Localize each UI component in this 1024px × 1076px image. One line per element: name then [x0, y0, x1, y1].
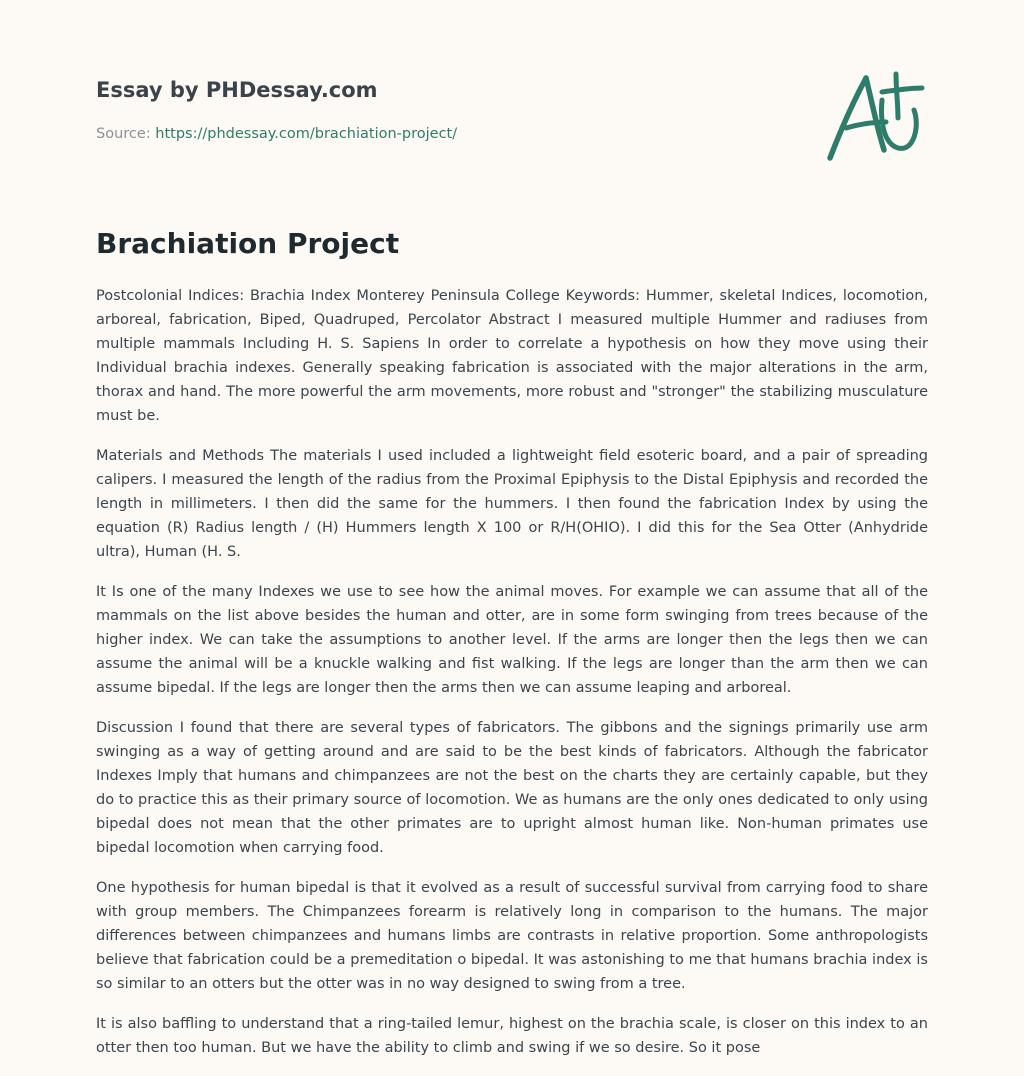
- essay-title: Brachiation Project: [96, 227, 400, 260]
- essay-paragraph: Materials and Methods The materials I used included a lightweight field esoteric board, and a pair of spreading calipers. I measured the length of the radius from the Proximal Epiphysis to the Distal Epiphysis and recorded the length in millimeters. I then did the same for the hummers. I then found the fabrication Index by using the equation (R) Radius length / (H) Hummers length X 100 or R/H(OHIO). I did this for the Sea Otter (Anhydride ultra), Human (H. S.: [96, 448, 928, 560]
- essay-paragraph: One hypothesis for human bipedal is that it evolved as a result of successful survival from carrying food to share with group members. The Chimpanzees forearm is relatively long in comparison to the humans. The major differences between chimpanzees and humans limbs are contrasts in relative proportion. Some anthropologists believe that fabrication could be a premeditation o bipedal. It was astonishing to me that humans brachia index is so similar to an otters but the otter was in no way designed to swing from a tree.: [96, 880, 928, 992]
- essay-paragraph: Postcolonial Indices: Brachia Index Monterey Peninsula College Keywords: Hummer, skeletal Indices, locomotion, arboreal, fabrication, Biped, Quadruped, Percolator Abstract I measured multiple Hummer and radiuses from multiple mammals Including H. S. Sapiens In order to correlate a hypothesis on how they move using their Individual brachia indexes. Generally speaking fabrication is associated with the major alterations in the arm, thorax and hand. The more powerful the arm movements, more robust and "stronger" the stabilizing musculature must be.: [96, 288, 928, 424]
- source-label: Source:: [96, 126, 156, 142]
- essay-paragraph: Discussion I found that there are several types of fabricators. The gibbons and the signings primarily use arm swinging as a way of getting around and are said to be the best kinds of fabricators. Although the fabricator Indexes Imply that humans and chimpanzees are not the best on the charts they are certainly capable, but they do to practice this as their primary source of locomotion. We as humans are the only ones dedicated to only using bipedal does not mean that the other primates are to upright almost human like. Non-human primates use bipedal locomotion when carrying food.: [96, 720, 928, 856]
- essay-paragraph: It Is one of the many Indexes we use to see how the animal moves. For example we can assume that all of the mammals on the list above besides the human and otter, are in some form swinging from trees because of the higher index. We can take the assumptions to another level. If the arms are longer then the legs then we can assume the animal will be a knuckle walking and fist walking. If the legs are longer than the arm then we can assume bipedal. If the legs are longer then the arms then we can assume leaping and arboreal.: [96, 584, 928, 696]
- essay-body: [96, 284, 928, 1076]
- a-plus-grade-logo-icon: [822, 66, 932, 166]
- page-header: [96, 72, 928, 144]
- site-brand: Essay by PHDessay.com: [96, 78, 378, 102]
- source-line: [96, 124, 928, 144]
- essay-paragraph: It is also baffling to understand that a ring-tailed lemur, highest on the brachia scale, is closer on this index to an otter then too human. But we have the ability to climb and swing if we so desire. So it pose: [96, 1016, 928, 1056]
- source-link[interactable]: https://phdessay.com/brachiation-project/: [155, 126, 458, 142]
